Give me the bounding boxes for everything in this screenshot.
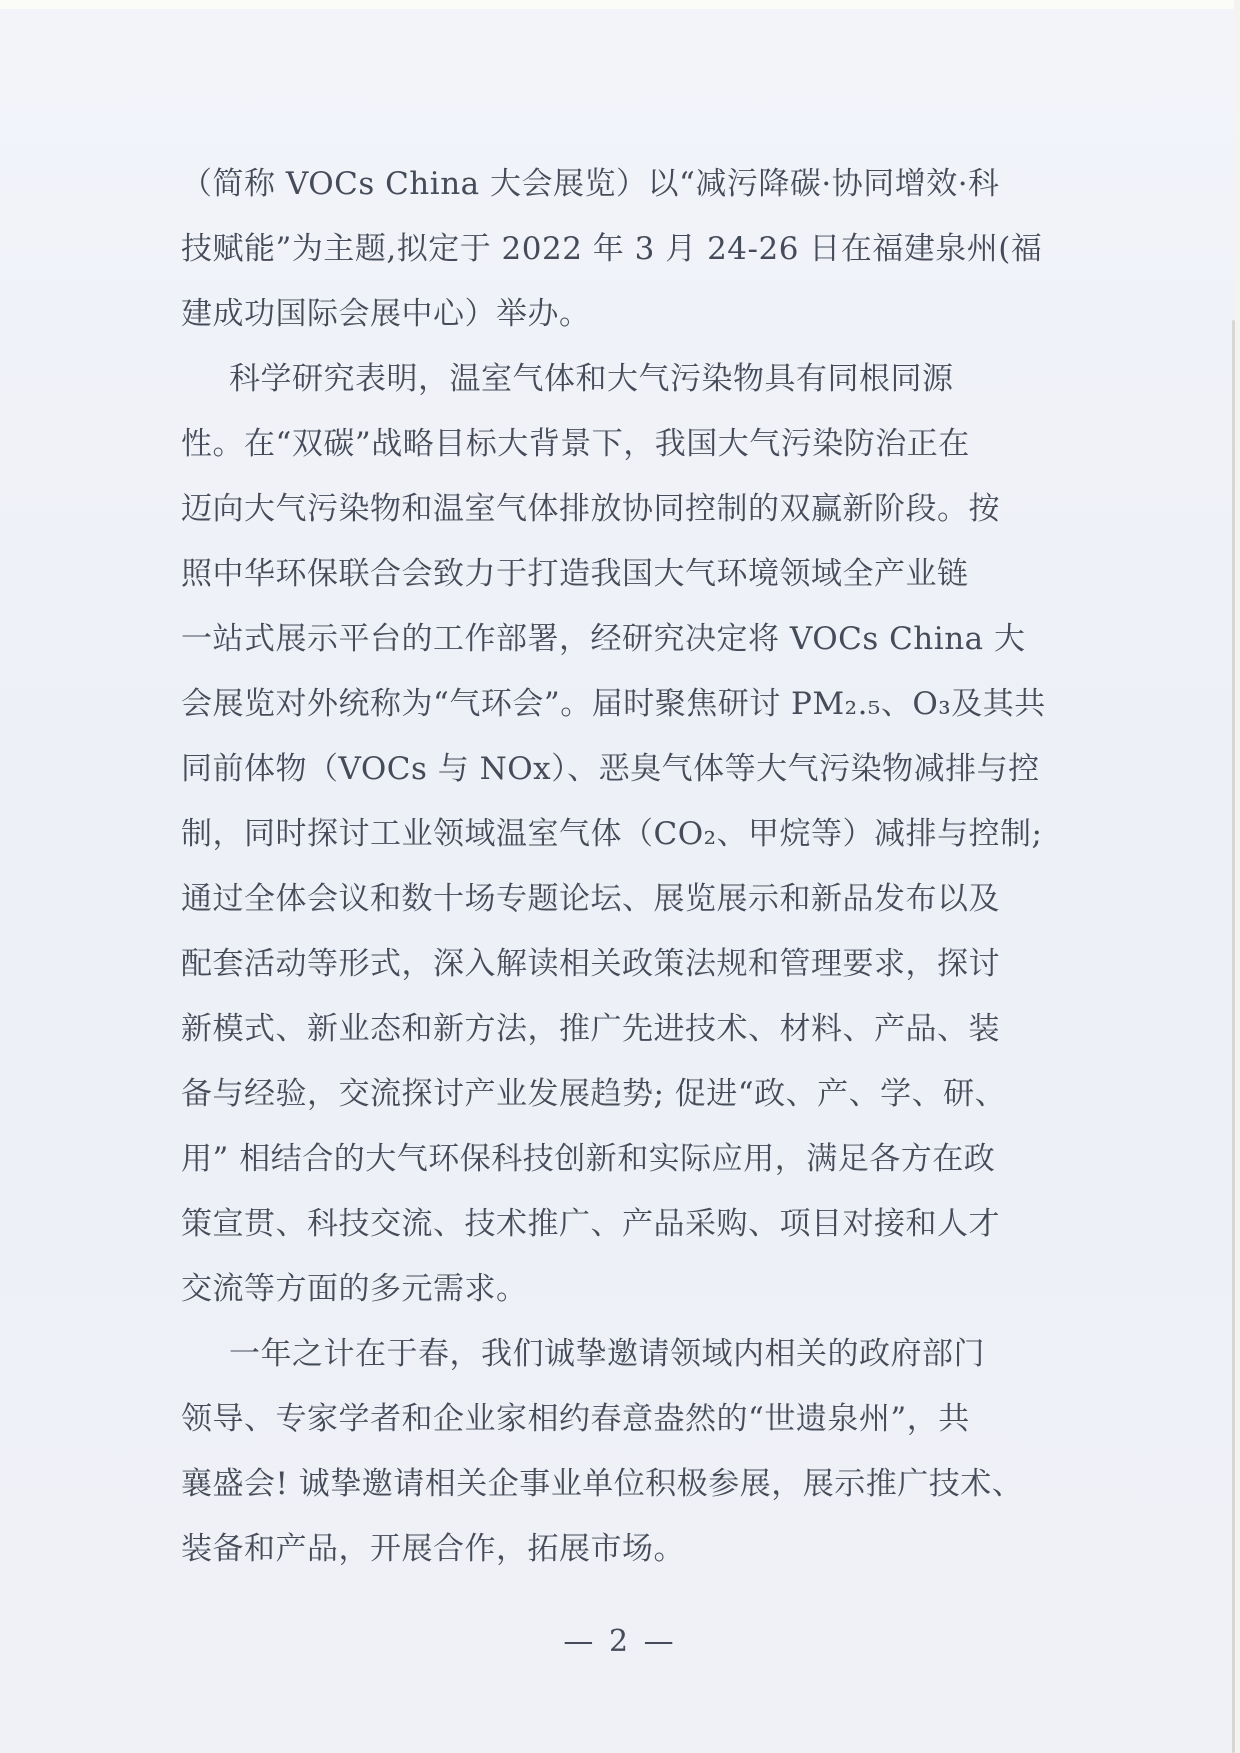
text-line: 一站式展示平台的工作部署，经研究决定将 VOCs China 大	[181, 621, 1026, 657]
text-line: 策宣贯、科技交流、技术推广、产品采购、项目对接和人才	[181, 1206, 1000, 1242]
text-line: 交流等方面的多元需求。	[181, 1271, 528, 1307]
text-line: 一年之计在于春，我们诚挚邀请领域内相关的政府部门	[229, 1336, 985, 1372]
text-line: 配套活动等形式，深入解读相关政策法规和管理要求，探讨	[181, 946, 1000, 982]
text-line: 襄盛会! 诚挚邀请相关企事业单位积极参展，展示推广技术、	[181, 1466, 1024, 1502]
text-line: 科学研究表明，温室气体和大气污染物具有同根同源	[229, 361, 954, 397]
paper-edge-line	[1232, 320, 1235, 1753]
text-line: 建成功国际会展中心）举办。	[181, 296, 591, 332]
page-number: — 2 —	[563, 1624, 677, 1659]
text-line: 备与经验，交流探讨产业发展趋势; 促进“政、产、学、研、	[181, 1076, 1007, 1112]
text-line: 通过全体会议和数十场专题论坛、展览展示和新品发布以及	[181, 881, 1000, 917]
text-line: 照中华环保联合会致力于打造我国大气环境领域全产业链	[181, 556, 969, 592]
text-line: 技赋能”为主题,拟定于 2022 年 3 月 24-26 日在福建泉州(福	[181, 231, 1043, 267]
text-line: 性。在“双碳”战略目标大背景下，我国大气污染防治正在	[181, 426, 970, 462]
text-line: 装备和产品，开展合作，拓展市场。	[181, 1531, 685, 1567]
document-body	[181, 152, 1046, 1582]
text-line: 制，同时探讨工业领域温室气体（CO₂、甲烷等）减排与控制;	[181, 816, 1043, 852]
text-line: 会展览对外统称为“气环会”。届时聚焦研讨 PM₂.₅、O₃及其共	[181, 686, 1046, 722]
scan-top-edge	[0, 0, 1240, 9]
text-line: 同前体物（VOCs 与 NOx）、恶臭气体等大气污染物减排与控	[181, 751, 1040, 787]
text-line: 新模式、新业态和新方法，推广先进技术、材料、产品、装	[181, 1011, 1000, 1047]
text-line: 用” 相结合的大气环保科技创新和实际应用，满足各方在政	[181, 1141, 996, 1177]
text-line: （简称 VOCs China 大会展览）以“减污降碳·协同增效·科	[181, 166, 1000, 202]
text-line: 领导、专家学者和企业家相约春意盎然的“世遗泉州”，共	[181, 1401, 970, 1437]
text-line: 迈向大气污染物和温室气体排放协同控制的双赢新阶段。按	[181, 491, 1000, 527]
